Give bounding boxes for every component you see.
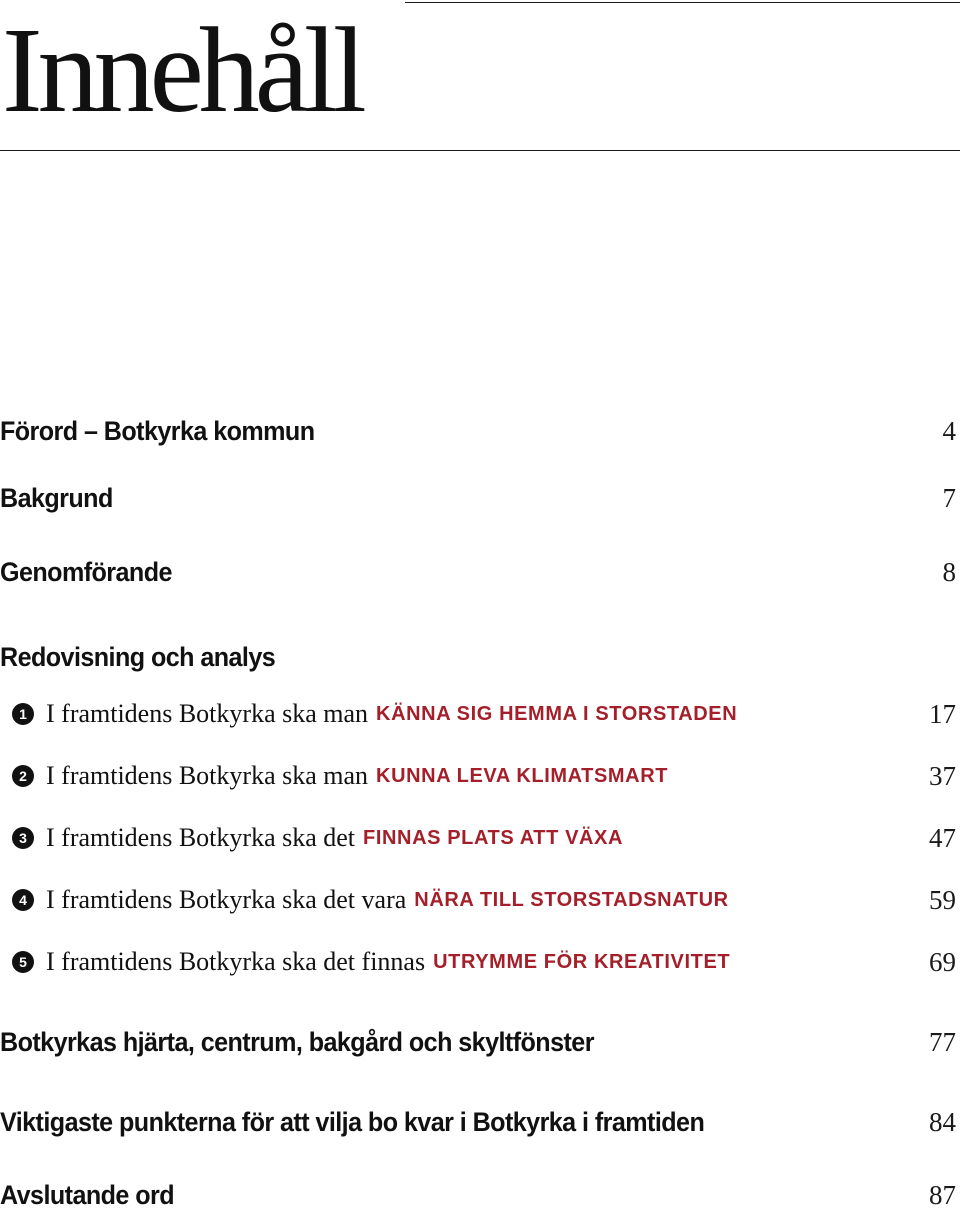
toc-entry-page: 47 [929, 822, 956, 853]
toc-entry-page: 8 [942, 556, 956, 587]
toc-entry-page: 69 [929, 946, 956, 977]
toc-entry-label: Botkyrkas hjärta, centrum, bakgård och skyltfönster [0, 1026, 594, 1057]
page-title: Innehåll [2, 3, 362, 138]
toc-entry-forord[interactable] [0, 411, 956, 451]
number-badge: 2 [12, 765, 34, 787]
toc-entry-page: 17 [929, 698, 956, 729]
toc-entry-botkyrkas-hjarta[interactable] [0, 1022, 956, 1062]
toc-subentry-lead: I framtidens Botkyrka ska det vara [46, 885, 407, 914]
toc-entry-bakgrund[interactable] [0, 478, 956, 518]
toc-subentry-4[interactable] [0, 880, 956, 920]
toc-entry-label: Viktigaste punkterna för att vilja bo kvar i Botkyrka i framtiden [0, 1106, 705, 1137]
toc-subentry-1[interactable] [0, 694, 956, 734]
toc-entry-page: 7 [942, 482, 956, 513]
top-rule [405, 2, 960, 3]
toc-entry-page: 87 [929, 1179, 956, 1210]
toc-subentry-lead: I framtidens Botkyrka ska det finnas [46, 947, 426, 976]
number-badge: 1 [12, 703, 34, 725]
title-rule [0, 150, 960, 151]
number-badge: 4 [12, 889, 34, 911]
toc-entry-label: Genomförande [0, 556, 172, 587]
toc-subentry-lead: I framtidens Botkyrka ska man [46, 699, 369, 728]
toc-entry-redovisning[interactable] [0, 637, 956, 677]
toc-subentry-highlight: FINNAS PLATS ATT VÄXA [363, 826, 624, 849]
toc-entry-page: 77 [929, 1026, 956, 1057]
toc-entry-genomforande[interactable] [0, 552, 956, 592]
number-badge: 3 [12, 827, 34, 849]
toc-entry-page: 37 [929, 760, 956, 791]
toc-subentry-highlight: NÄRA TILL STORSTADSNATUR [414, 888, 729, 911]
toc-subentry-3[interactable] [0, 818, 956, 858]
toc-subentry-5[interactable] [0, 942, 956, 982]
toc-entry-label: Bakgrund [0, 482, 113, 513]
toc-entry-avslutande-ord[interactable] [0, 1175, 956, 1215]
toc-entry-page: 4 [942, 415, 956, 446]
toc-subentry-2[interactable] [0, 756, 956, 796]
toc-entry-label: Redovisning och analys [0, 641, 276, 672]
toc-entry-label: Förord – Botkyrka kommun [0, 415, 315, 446]
toc-entry-viktigaste-punkterna[interactable] [0, 1102, 956, 1142]
toc-subentry-highlight: KUNNA LEVA KLIMATSMART [376, 764, 669, 787]
number-badge: 5 [12, 951, 34, 973]
toc-subentry-lead: I framtidens Botkyrka ska det [46, 823, 356, 852]
toc-entry-label: Avslutande ord [0, 1179, 175, 1210]
toc-entry-page: 84 [929, 1106, 956, 1137]
toc-subentry-highlight: UTRYMME FÖR KREATIVITET [433, 950, 731, 973]
toc-subentry-highlight: KÄNNA SIG HEMMA I STORSTADEN [376, 702, 738, 725]
toc-entry-page: 59 [929, 884, 956, 915]
toc-subentry-lead: I framtidens Botkyrka ska man [46, 761, 369, 790]
